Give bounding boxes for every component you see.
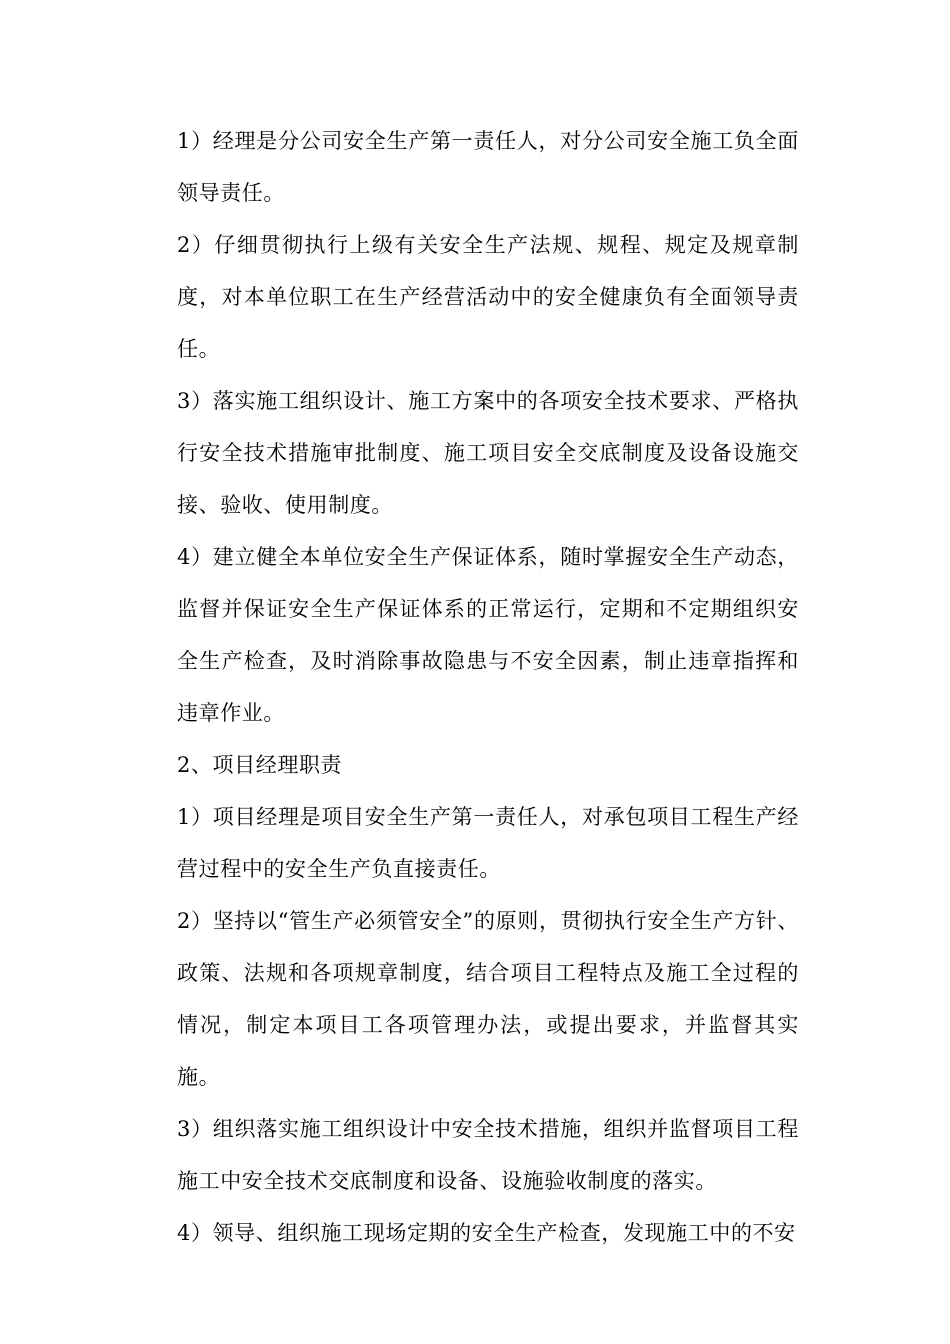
paragraph-8: 4）领导、组织施工现场定期的安全生产检查，发现施工中的不安 <box>177 1221 796 1245</box>
document-body <box>177 115 799 1259</box>
paragraph-3: 3）落实施工组织设计、施工方案中的各项安全技术要求、严格执行安全技术措施审批制度、施工项目安全交底制度及设备设施交接、验收、使用制度。 <box>177 389 799 517</box>
paragraph-5: 1）项目经理是项目安全生产第一责任人，对承包项目工程生产经营过程中的安全生产负直接责任。 <box>177 805 799 881</box>
section-heading: 2、项目经理职责 <box>177 753 343 777</box>
paragraph-6: 2）坚持以“管生产必须管安全”的原则，贯彻执行安全生产方针、政策、法规和各项规章制度，结合项目工程特点及施工全过程的情况，制定本项目工各项管理办法，或提出要求，并监督其实施。 <box>177 909 799 1089</box>
paragraph-7: 3）组织落实施工组织设计中安全技术措施，组织并监督项目工程施工中安全技术交底制度和设备、设施验收制度的落实。 <box>177 1117 799 1193</box>
paragraph-1: 1）经理是分公司安全生产第一责任人，对分公司安全施工负全面领导责任。 <box>177 129 799 205</box>
paragraph-2: 2）仔细贯彻执行上级有关安全生产法规、规程、规定及规章制度，对本单位职工在生产经营活动中的安全健康负有全面领导责任。 <box>177 233 799 361</box>
paragraph-4: 4）建立健全本单位安全生产保证体系，随时掌握安全生产动态，监督并保证安全生产保证体系的正常运行，定期和不定期组织安全生产检查，及时消除事故隐患与不安全因素，制止违章指挥和违章作业。 <box>177 545 799 725</box>
